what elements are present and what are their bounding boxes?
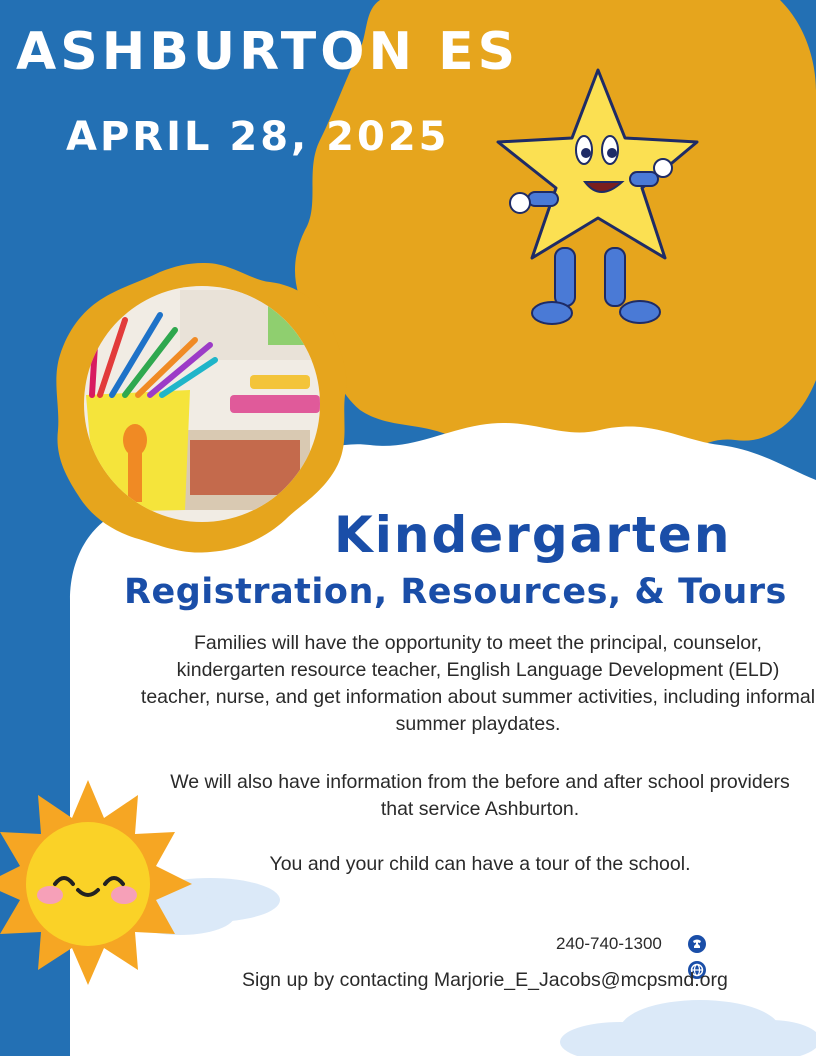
event-date: APRIL 28, 2025: [66, 114, 450, 160]
signup-contact[interactable]: Sign up by contacting Marjorie_E_Jacobs@mcpsmd.org: [242, 969, 728, 991]
phone-icon: [688, 935, 706, 953]
paragraph-providers: We will also have information from the before and after school providers that service Ashburton.: [170, 771, 790, 820]
event-subtitle: Registration, Resources, & Tours: [124, 572, 787, 612]
phone-number[interactable]: 240-740-1300: [556, 934, 662, 953]
paragraph-tour: You and your child can have a tour of the school.: [269, 853, 691, 875]
event-title: Kindergarten: [334, 506, 732, 564]
school-name: ASHBURTON ES: [16, 22, 520, 82]
paragraph-families: Families will have the opportunity to meet the principal, counselor, kindergarten resource teacher, English Language Development (ELD) teacher, nurse, and get information about summer activities, including informal summer playdates.: [140, 632, 816, 735]
